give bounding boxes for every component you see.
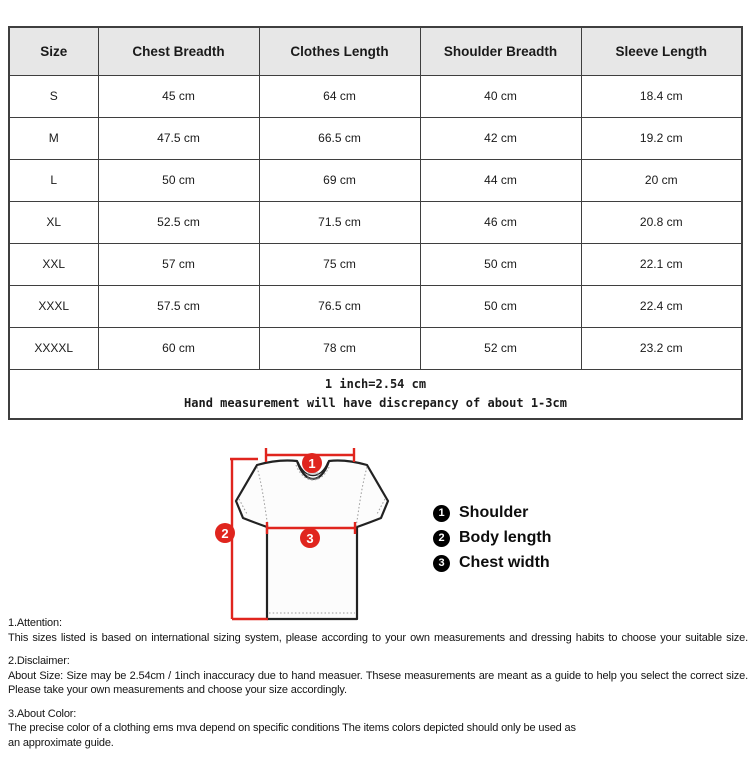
about-color-title: 3.About Color: xyxy=(8,707,77,720)
table-row xyxy=(9,159,742,201)
legend-label: Chest width xyxy=(459,554,550,571)
about-color-body-2: an approximate guide. xyxy=(8,736,114,749)
table-cell: 71.5 cm xyxy=(259,201,420,243)
attention-body: This sizes listed is based on international sizing system, please according to your own measurements and dressing habits to choose your suitable size. xyxy=(8,631,748,644)
table-cell: XXXXL xyxy=(9,327,98,369)
table-cell: 78 cm xyxy=(259,327,420,369)
table-cell: 57 cm xyxy=(98,243,259,285)
circled-number-1-icon: 1 xyxy=(433,505,450,522)
column-header-chest-breadth: Chest Breadth xyxy=(98,27,259,75)
table-cell: 46 cm xyxy=(420,201,581,243)
table-cell: 47.5 cm xyxy=(98,117,259,159)
table-cell: 20 cm xyxy=(581,159,742,201)
table-cell: 52.5 cm xyxy=(98,201,259,243)
table-cell: 45 cm xyxy=(98,75,259,117)
legend-item-body-length xyxy=(433,529,551,547)
marker-1-shoulder xyxy=(302,453,322,473)
measurement-legend xyxy=(433,504,551,572)
table-cell: 69 cm xyxy=(259,159,420,201)
column-header-shoulder-breadth: Shoulder Breadth xyxy=(420,27,581,75)
size-chart-header xyxy=(9,27,742,75)
marker-3-chest-width xyxy=(300,528,320,548)
marker-2-body-length xyxy=(215,523,235,543)
table-cell: 75 cm xyxy=(259,243,420,285)
circled-number-3-icon: 3 xyxy=(433,555,450,572)
disclaimer-title: 2.Disclaimer: xyxy=(8,655,70,667)
legend-label: Shoulder xyxy=(459,504,529,521)
table-cell: L xyxy=(9,159,98,201)
table-cell: 42 cm xyxy=(420,117,581,159)
table-cell: 18.4 cm xyxy=(581,75,742,117)
size-chart-footer xyxy=(9,369,742,419)
disclaimer-note xyxy=(8,654,748,698)
about-color-body-1: The precise color of a clothing ems mva depend on specific conditions The items colors depicted should only be used as xyxy=(8,722,576,734)
about-color-note xyxy=(8,707,748,751)
svg-text:2: 2 xyxy=(221,526,229,541)
table-cell: XL xyxy=(9,201,98,243)
legend-item-chest-width xyxy=(433,554,551,572)
table-cell: 22.1 cm xyxy=(581,243,742,285)
legend-label: Body length xyxy=(459,529,552,546)
column-header-size: Size xyxy=(9,27,98,75)
table-cell: 50 cm xyxy=(98,159,259,201)
attention-title: 1.Attention: xyxy=(8,617,62,629)
table-cell: 23.2 cm xyxy=(581,327,742,369)
size-chart-body xyxy=(9,75,742,369)
table-cell: 20.8 cm xyxy=(581,201,742,243)
table-cell: 66.5 cm xyxy=(259,117,420,159)
circled-number-2-icon: 2 xyxy=(433,530,450,547)
table-row xyxy=(9,75,742,117)
measurement-note xyxy=(9,369,742,419)
column-header-clothes-length: Clothes Length xyxy=(259,27,420,75)
table-cell: 22.4 cm xyxy=(581,285,742,327)
table-cell: 57.5 cm xyxy=(98,285,259,327)
table-cell: 40 cm xyxy=(420,75,581,117)
column-header-sleeve-length: Sleeve Length xyxy=(581,27,742,75)
note-row xyxy=(9,369,742,419)
disclaimer-body-1: About Size: Size may be 2.54cm / 1inch inaccuracy due to hand measuer. Thsese measurements are meant as a guide to help you select the correct size. xyxy=(8,669,748,682)
table-cell: 52 cm xyxy=(420,327,581,369)
notes-section xyxy=(8,616,748,759)
tshirt-measurement-diagram xyxy=(190,437,422,635)
table-row xyxy=(9,201,742,243)
table-cell: 50 cm xyxy=(420,243,581,285)
table-cell: 76.5 cm xyxy=(259,285,420,327)
table-cell: S xyxy=(9,75,98,117)
note-line-2: Hand measurement will have discrepancy of about 1-3cm xyxy=(184,395,567,410)
table-row xyxy=(9,243,742,285)
disclaimer-body-2: Please take your own measurements and choose your size accordingly. xyxy=(8,684,347,696)
svg-text:1: 1 xyxy=(308,456,316,471)
attention-note xyxy=(8,616,748,645)
table-row xyxy=(9,327,742,369)
size-chart-table xyxy=(8,26,743,420)
svg-text:3: 3 xyxy=(306,531,314,546)
note-line-1: 1 inch=2.54 cm xyxy=(324,376,427,391)
table-cell: XXL xyxy=(9,243,98,285)
table-row xyxy=(9,285,742,327)
table-cell: 50 cm xyxy=(420,285,581,327)
table-row xyxy=(9,117,742,159)
header-row xyxy=(9,27,742,75)
legend-item-shoulder xyxy=(433,504,551,522)
table-cell: 19.2 cm xyxy=(581,117,742,159)
table-cell: 60 cm xyxy=(98,327,259,369)
table-cell: XXXL xyxy=(9,285,98,327)
table-cell: 64 cm xyxy=(259,75,420,117)
table-cell: 44 cm xyxy=(420,159,581,201)
table-cell: M xyxy=(9,117,98,159)
